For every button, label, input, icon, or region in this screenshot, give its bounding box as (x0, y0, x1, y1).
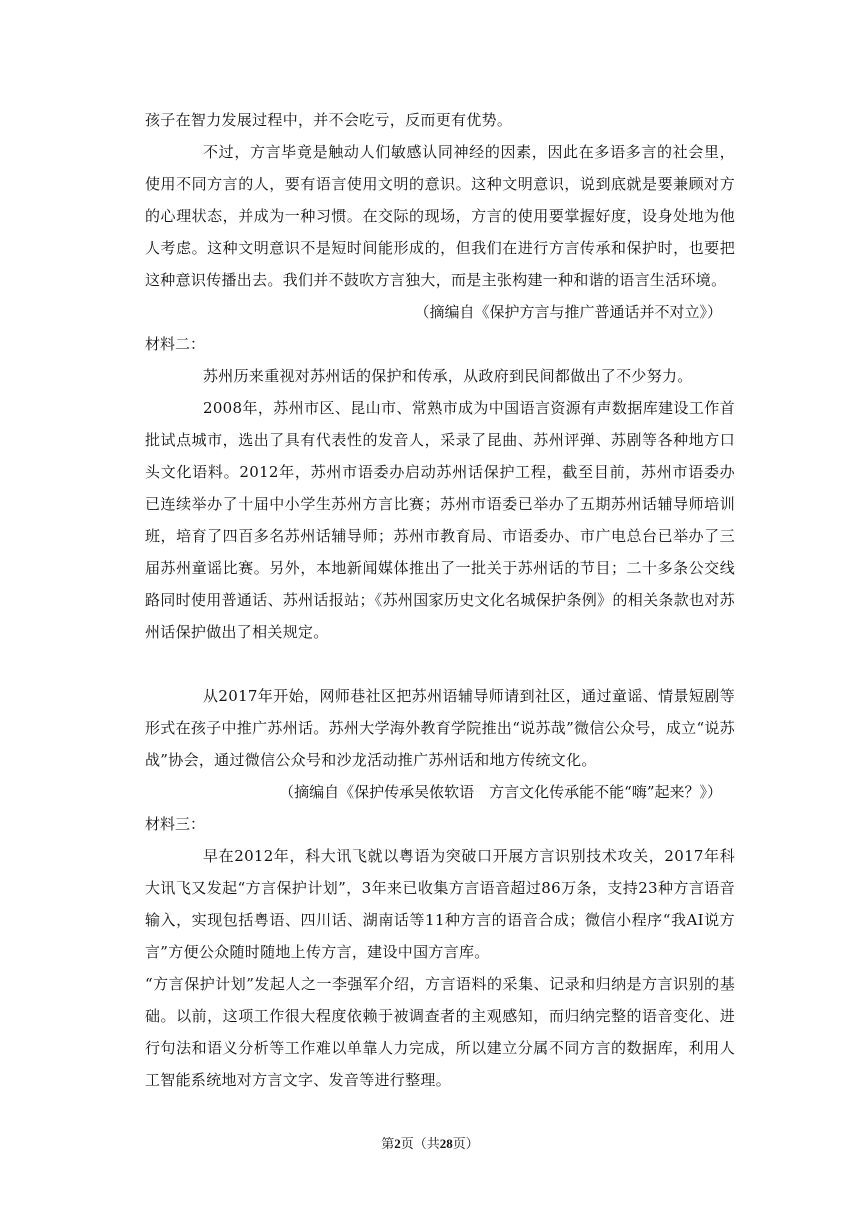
paragraph-community-promotion: 从2017年开始，网师巷社区把苏州语辅导师请到社区，通过童谣、情景短剧等形式在孩子中推广苏州话。苏州大学海外教育学院推出“说苏哉”微信公众号，成立“说苏战”协会，通过微信公众号和沙龙活动推广苏州话和地方传统文化。 (145, 687, 736, 769)
paragraph-iflytek: 早在2012年，科大讯飞就以粤语为突破口开展方言识别技术攻关，2017年科大讯飞又发起“方言保护计划”，3年来已收集方言语音超过86万条，支持23种方言语音输入，实现包括粤语、四川话、湖南话等11种方言的语音合成；微信小程序“我AI说方言”方便公众随时随地上传方言，建设中国方言库。 (145, 847, 735, 961)
footer-total-pages: 28 (439, 1136, 453, 1151)
material-three-heading: 材料三： (145, 815, 206, 833)
footer-prefix: 第 (381, 1136, 395, 1151)
page-footer (0, 1134, 860, 1154)
paragraph-dialect-civility: 不过，方言毕竟是触动人们敏感认同神经的因素，因此在多语多言的社会里，使用不同方言的人，要有语言使用文明的意识。这种文明意识，说到底就是要兼顾对方的心理状态，并成为一种习惯。在交际的现场，方言的使用要掌握好度，设身处地为他人考虑。这种文明意识不是短时间能形成的，但我们在进行方言传承和保护时，也要把这种意识传播出去。我们并不鼓吹方言独大，而是主张构建一种和谐的语言生活环境。 (145, 143, 735, 289)
source-citation-2: （摘编自《保护传承吴侬软语 方言文化传承能不能“嗨”起来？》） (279, 783, 722, 801)
footer-middle: 页（共 (400, 1136, 440, 1151)
footer-suffix: 页） (452, 1136, 479, 1151)
paragraph-continuation: 孩子在智力发展过程中，并不会吃亏，反而更有优势。 (145, 111, 513, 129)
source-citation-1: （摘编自《保护方言与推广普通话并不对立》） (414, 303, 722, 321)
footer-page-number: 2 (394, 1136, 401, 1151)
paragraph-suzhou-intro: 苏州历来重视对苏州话的保护和传承，从政府到民间都做出了不少努力。 (203, 367, 693, 385)
material-two-heading: 材料二： (145, 335, 206, 353)
paragraph-dialect-database: “方言保护计划”发起人之一李强军介绍，方言语料的采集、记录和归纳是方言识别的基础。以前，这项工作很大程度依赖于被调查者的主观感知，而归纳完整的语音变化、进行句法和语义分析等工作难以单靠人力完成，所以建立分属不同方言的数据库，利用人工智能系统地对方言文字、发音等进行整理。 (145, 975, 735, 1089)
paragraph-suzhou-efforts: 2008年，苏州市区、昆山市、常熟市成为中国语言资源有声数据库建设工作首批试点城市，选出了具有代表性的发音人，采录了昆曲、苏州评弹、苏剧等各种地方口头文化语料。2012年，苏州市语委办启动苏州话保护工程，截至目前，苏州市语委办已连续举办了十届中小学生苏州方言比赛；苏州市语委已举办了五期苏州话辅导师培训班，培育了四百多名苏州话辅导师；苏州市教育局、市语委办、市广电总台已举办了三届苏州童谣比赛。另外，本地新闻媒体推出了一批关于苏州话的节目；二十多条公交线路同时使用普通话、苏州话报站；《苏州国家历史文化名城保护条例》的相关条款也对苏州话保护做出了相关规定。 (145, 399, 735, 641)
